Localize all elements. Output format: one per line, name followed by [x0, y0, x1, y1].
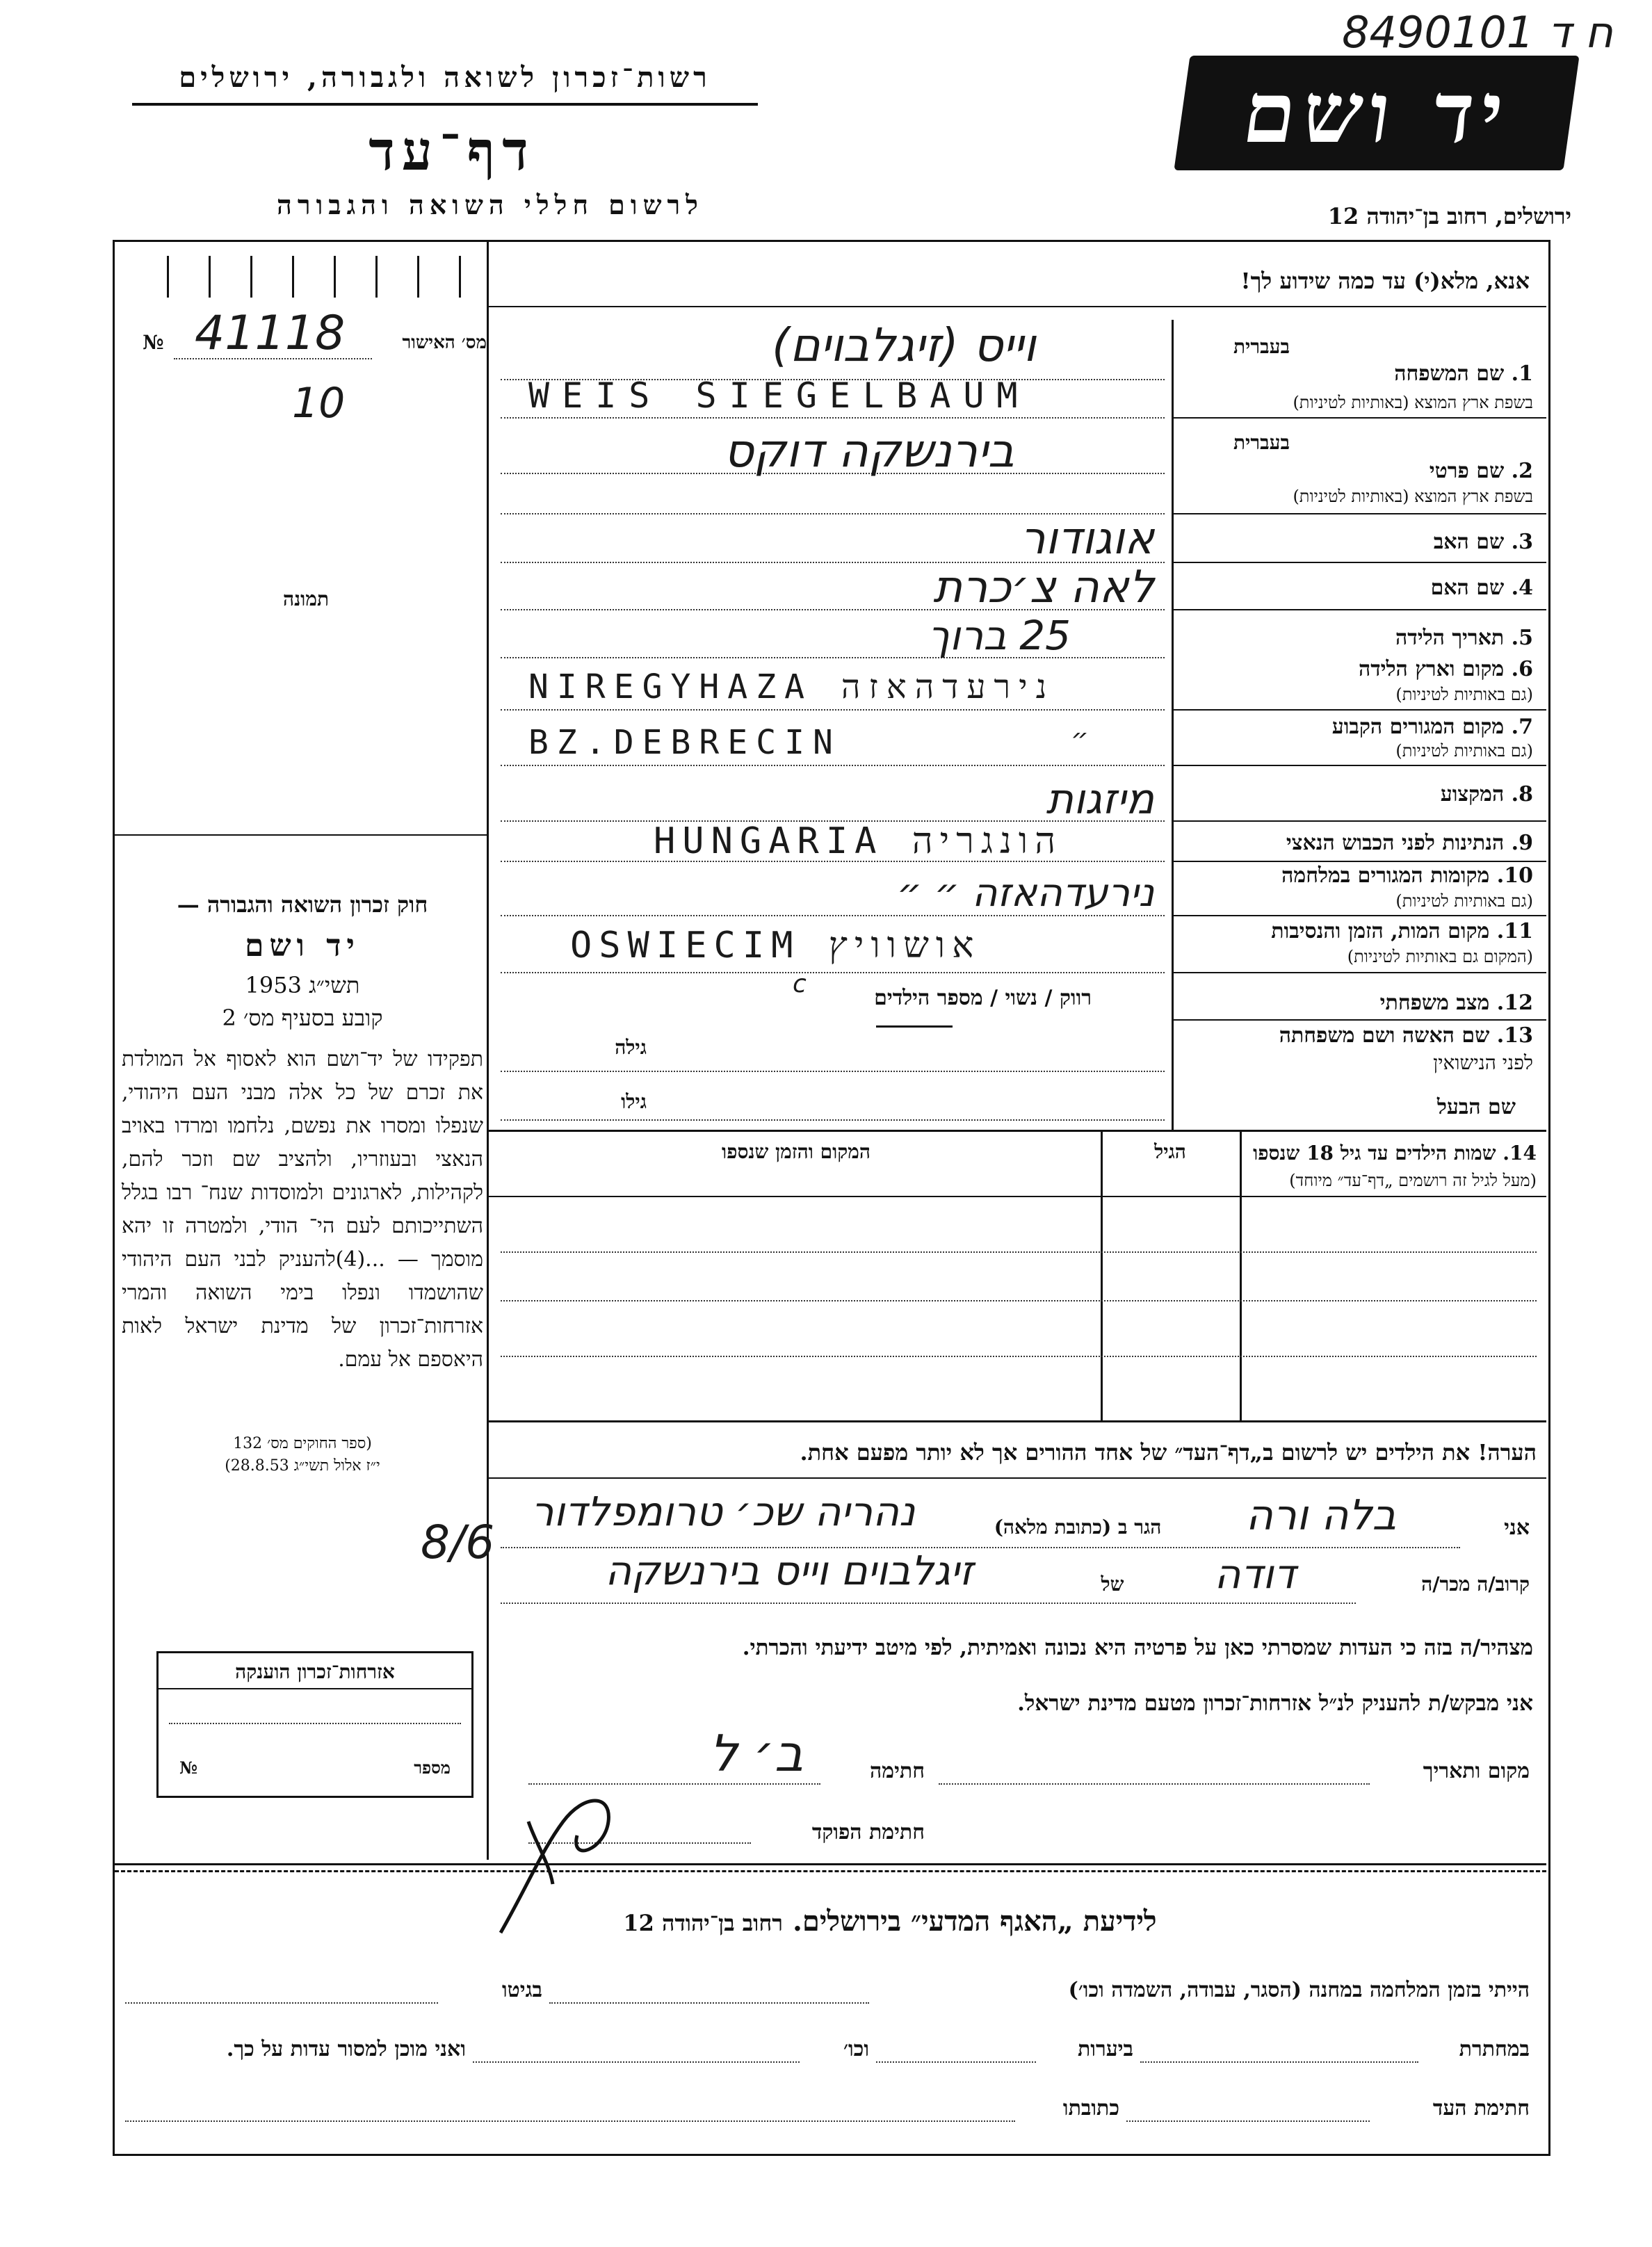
- lower-dashed-rule: [115, 1870, 1546, 1872]
- field-2-sub: בשפת ארץ המוצא (באותיות לטיניות): [1293, 487, 1533, 506]
- reg-number: 41118: [195, 306, 346, 361]
- children-row-2: [501, 1300, 1537, 1301]
- field-7-rule: [1174, 765, 1546, 766]
- sheet-number: 10: [292, 379, 346, 428]
- children-row-1: [501, 1251, 1537, 1253]
- field-12: 12. מצב משפחתי: [1379, 991, 1533, 1015]
- family-latin-value: WEIS SIEGELBAUM: [528, 375, 1030, 416]
- bottom-line2-fill-1: [1140, 2061, 1418, 2063]
- reg-line: [174, 358, 372, 359]
- field-10-rule: [1174, 915, 1546, 916]
- children-row-3: [501, 1356, 1537, 1357]
- husband-age-label: גילו: [621, 1090, 647, 1113]
- cert-title: אזרחות־זכרון הוענקה: [235, 1660, 395, 1683]
- wife-line: [501, 1071, 1165, 1072]
- nationality-value: HUNGARIA הונגריה: [654, 820, 1063, 862]
- field-3: 3. שם האב: [1433, 530, 1533, 554]
- bottom-line2-fill-3: [473, 2061, 800, 2063]
- decl-signature: ב׳ ל: [709, 1724, 804, 1783]
- children-title: 14. שמות הילדים עד גיל 18 שנספו: [1253, 1142, 1537, 1165]
- field-6-sub: (גם באותיות לטיניות): [1395, 685, 1533, 704]
- cert-prefix: №: [179, 1758, 198, 1778]
- status-options: רווק / נשוי / מספר הילדים: [874, 986, 1092, 1010]
- field-1-sub: בשפת ארץ המוצא (באותיות לטיניות): [1293, 393, 1533, 412]
- authority-underline: [132, 103, 758, 106]
- decl-relative-label: קרוב/ה מכר/ה: [1421, 1573, 1530, 1596]
- cert-box: [156, 1651, 473, 1798]
- law-title: חוק זכרון השואה והגבורה —: [177, 891, 428, 918]
- officer-signature-label: חתימת הפוקד: [811, 1820, 925, 1844]
- field-5: 5. תאריך הלידה: [1395, 626, 1533, 650]
- field-13-sub: לפני הנישואין: [1433, 1051, 1533, 1074]
- decl-i-label: אני: [1504, 1516, 1530, 1540]
- remark: הערה! את הילדים יש לרשום ב„דף־העד״ של אחד ההורים אך לא יותר מפעם אחת.: [800, 1439, 1537, 1466]
- decl-of: זיגלבוים וייס בירנשקה: [605, 1547, 973, 1594]
- form-subtitle: לרשום חללי השואה והגבורה: [277, 189, 704, 220]
- children-col-age: הגיל: [1154, 1140, 1186, 1163]
- birth-value: 25 ברוך: [928, 612, 1071, 659]
- field-4: 4. שם האם: [1430, 576, 1533, 600]
- bottom-line3-a: חתימת העד: [1432, 2096, 1530, 2120]
- labels-divider: [1172, 320, 1174, 1130]
- field-7-sub: (גם באותיות לטיניות): [1395, 741, 1533, 761]
- bottom-line1-fill: [549, 2002, 869, 2004]
- reg-prefix: №: [143, 331, 164, 354]
- value-line-1b: [501, 417, 1165, 419]
- field-11-sub: (המקום גם באותיות לטיניות): [1347, 947, 1533, 966]
- law-ref-2: י״ז אלול תשי״ג 28.8.53): [225, 1457, 380, 1475]
- mother-value: לאה צ׳כרת: [933, 562, 1154, 613]
- field-2-rule: [1174, 513, 1546, 514]
- bottom-line1-b: בגיטו: [501, 1978, 542, 2002]
- law-clause: קובע בסעיף מס׳ 2: [222, 1005, 383, 1031]
- decl-signature-label: חתימה: [870, 1759, 925, 1783]
- value-line-6: [501, 709, 1165, 711]
- death-place-value: OSWIECIM אושוויץ: [570, 925, 981, 966]
- field-9-rule: [1174, 861, 1546, 862]
- decl-place-date: מקום ותאריך: [1423, 1759, 1530, 1783]
- status-underline: [876, 1025, 953, 1028]
- decl-statement: מצהיר/ה בזה כי העדות שמסרתי כאן על פרטיה היא נכונה ואמיתית, לפי מיטב ידיעתי והכרתי.: [742, 1635, 1533, 1660]
- bottom-title: לידיעת „האגף המדעי״ בירושלים. רחוב בן־יהודה 12: [623, 1905, 1157, 1938]
- tag-hebrew-1: בעברית: [1233, 335, 1290, 358]
- field-11: 11. מקום המות, הזמן והנסיבות: [1271, 919, 1533, 943]
- field-7: 7. מקום המגורים הקבוע: [1331, 715, 1533, 739]
- decl-line-2: [501, 1603, 1356, 1604]
- bottom-line2-fill-2: [876, 2061, 1036, 2063]
- children-note: (מעל לגיל זה רושמים „דף־עד״ מיוחד): [1289, 1171, 1537, 1190]
- bottom-line2-b: ביערות: [1077, 2037, 1133, 2061]
- photo-label: תמונה: [282, 587, 330, 610]
- father-value: אוגודור: [1020, 513, 1154, 565]
- cert-line: [169, 1723, 461, 1724]
- handwritten-ref: 8490101 ח ד: [1342, 7, 1613, 58]
- request-line: אנא, מלא(י) עד כמה שידוע לך!: [1240, 268, 1530, 294]
- field-8-rule: [1174, 820, 1546, 822]
- family-hebrew-value: וייס (זיגלבוים): [772, 318, 1036, 372]
- field-husband: שם הבעל: [1436, 1095, 1516, 1119]
- bottom-line3-fill-2: [125, 2120, 1015, 2122]
- kids-mark: c: [793, 970, 807, 998]
- decl-address: נהריה שכ׳ טרומפלדור: [531, 1488, 916, 1535]
- decl-request: אני מבקש/ת להעניק לנ״ל אזרחות־זכרון מטעם מדינת ישראל.: [1017, 1691, 1533, 1716]
- bottom-line2-d: ואני מוכן למסור עדות על כך.: [226, 2037, 466, 2061]
- field-9: 9. הנתינות לפני הכבוש הנאצי: [1286, 831, 1533, 855]
- field-10: 10. מקומות המגורים במלחמה: [1281, 863, 1533, 888]
- law-ref-1: (ספר החוקים מס׳ 132: [233, 1435, 372, 1452]
- field-13: 13. שם האשה ושם משפחתה: [1279, 1023, 1533, 1048]
- request-underline: [489, 306, 1546, 307]
- bottom-line1-fill-2: [125, 2002, 438, 2004]
- profession-value: מיזגות: [1046, 775, 1154, 824]
- birth-place-value: NIREGYHAZA נירעדהאזה: [528, 667, 1055, 706]
- address: ירושלים, רחוב בן־יהודה 12: [1327, 203, 1571, 229]
- field-4-rule: [1174, 609, 1546, 610]
- cert-number-label: מספר: [414, 1758, 451, 1778]
- first-name-value: בירנשקה דוקס: [724, 424, 1014, 478]
- photo-bottom: [115, 834, 487, 836]
- children-bottom-rule: [489, 1420, 1546, 1422]
- authority-line: רשות־זכרון לשואה ולגבורה, ירושלים: [179, 61, 711, 94]
- field-2: 2. שם פרטי: [1429, 459, 1533, 483]
- form-title: דף־עד: [369, 120, 535, 183]
- logo-text: יד ושם: [1237, 64, 1516, 162]
- remark-rule: [489, 1477, 1546, 1479]
- field-8: 8. המקצוע: [1440, 782, 1533, 806]
- husband-line: [501, 1119, 1165, 1121]
- lower-section-rule: [115, 1863, 1546, 1865]
- field-6: 6. מקום וארץ הלידה: [1358, 657, 1533, 681]
- place-date-line: [939, 1783, 1370, 1785]
- field-10-sub: (גם באותיות לטיניות): [1395, 891, 1533, 911]
- field-1: 1. שם המשפחה: [1394, 362, 1533, 386]
- law-text: תפקידו של יד־ושם הוא לאסוף אל המולדת את זכרם של כל אלה מבני העם היהודי, שנפלו ומסרו את נפשם, נלחמו ומרדו באויב הנאצי ובעוזריו, ולהציב שם וזכר להם, לקהילות, לארגונים ולמוסדות שנח־ רבו בגלל השתייכותם לעם הי־ הודי, ולמטרה זו יהא מוסמך — ...(4)להעניק לבני העם היהודי שהושמדו ונפלו בימי השואה והמרי אזרחות־זכרון של מדינת ישראל לאות היאספם אל עמם.: [122, 1047, 484, 1372]
- law-year: תשי״ג 1953: [245, 972, 360, 998]
- value-line-11: [501, 972, 1165, 973]
- field-11-rule: [1174, 972, 1546, 973]
- residence-mark: ״: [1071, 723, 1089, 755]
- yad-vashem-logo: [1174, 56, 1579, 170]
- law-name: יד ושם: [245, 928, 360, 964]
- tag-hebrew-2: בעברית: [1233, 431, 1290, 454]
- bottom-line3-b: כתובתו: [1062, 2096, 1119, 2120]
- field-12-rule: [1174, 1019, 1546, 1021]
- bottom-line2-c: וכו׳: [843, 2037, 869, 2061]
- decl-of-label: של: [1101, 1573, 1124, 1596]
- bottom-line2-a: במחתרת: [1459, 2037, 1530, 2061]
- field-1-rule: [1174, 417, 1546, 419]
- reg-label: מס׳ האישור: [402, 332, 487, 353]
- decl-name: בלה ורה: [1245, 1491, 1397, 1540]
- decl-residing: הגר ב (כתובת מלאה): [994, 1516, 1162, 1539]
- children-col-place: המקום והזמן שנספו: [722, 1140, 870, 1163]
- field-6-rule: [1174, 709, 1546, 711]
- bottom-line3-fill-1: [1126, 2120, 1370, 2122]
- tick-boxes: [167, 256, 473, 298]
- page-note: 8/6: [421, 1516, 495, 1569]
- war-places-value: נירעדהאזה ״ ״: [897, 870, 1154, 916]
- field-3-rule: [1174, 562, 1546, 563]
- bottom-line1-a: הייתי בזמן המלחמה במחנה (הסגר, עבודה, השמדה וכו׳): [1068, 1978, 1530, 2002]
- value-line-7: [501, 765, 1165, 766]
- decl-relative: דודה: [1214, 1550, 1296, 1598]
- residence-value: BZ.DEBRECIN: [528, 723, 841, 762]
- wife-age-label: גילה: [615, 1036, 647, 1059]
